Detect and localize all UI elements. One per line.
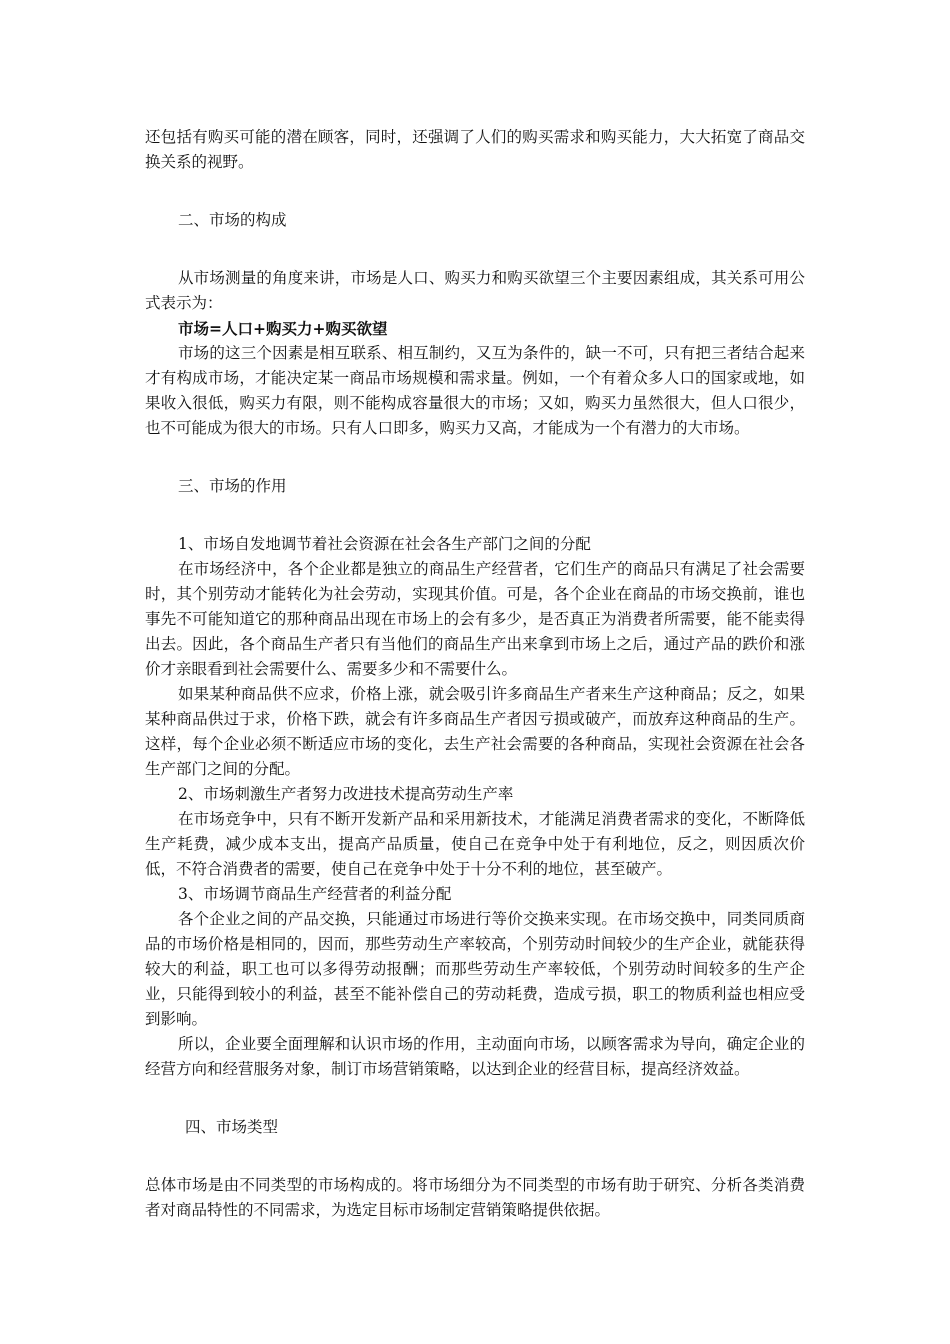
formula-market: 市场=人口+购买力+购买欲望 [178,319,388,338]
section-heading-types: 四、市场类型 [185,1118,279,1136]
paragraph-function-2: 在市场竞争中，只有不断开发新产品和采用新技术，才能满足消费者需求的变化，不断降低生产耗费，减少成本支出，提高产品质量，使自己在竞争中处于有利地位，反之，则因质次价低，不符合消费者的需要，使自己在竞争中处于十分不利的地位，甚至破产。 [145,810,805,878]
paragraph-conclusion: 所以，企业要全面理解和认识市场的作用，主动面向市场，以顾客需求为导向，确定企业的经营方向和经营服务对象，制订市场营销策略，以达到企业的经营目标，提高经济效益。 [145,1035,805,1078]
document-page [145,125,805,1223]
paragraph-types-body: 总体市场是由不同类型的市场构成的。将市场细分为不同类型的市场有助于研究、分析各类消费者对商品特性的不同需求，为选定目标市场制定营销策略提供依据。 [145,1176,805,1219]
subheading-function-1: 1、市场自发地调节着社会资源在社会各生产部门之间的分配 [178,535,591,553]
section-heading-composition: 二、市场的构成 [178,211,287,229]
subheading-function-2: 2、市场刺激生产者努力改进技术提高劳动生产率 [178,785,514,803]
subheading-function-3: 3、市场调节商品生产经营者的利益分配 [178,885,452,903]
section-heading-functions: 三、市场的作用 [178,477,287,495]
paragraph-function-1b: 如果某种商品供不应求，价格上涨，就会吸引许多商品生产者来生产这种商品；反之，如果某种商品供过于求，价格下跌，就会有许多商品生产者因亏损或破产，而放弃这种商品的生产。这样，每个企业必须不断适应市场的变化，去生产社会需要的各种商品，实现社会资源在社会各生产部门之间的分配。 [145,685,805,778]
paragraph-function-1a: 在市场经济中，各个企业都是独立的商品生产经营者，它们生产的商品只有满足了社会需要时，其个别劳动才能转化为社会劳动，实现其价值。可是，各个企业在商品的市场交换前，谁也事先不可能知道它的那种商品出现在市场上的会有多少，是否真正为消费者所需要，能不能卖得出去。因此，各个商品生产者只有当他们的商品生产出来拿到市场上之后，通过产品的跌价和涨价才亲眼看到社会需要什么、需要多少和不需要什么。 [145,560,805,678]
paragraph-continued: 还包括有购买可能的潜在顾客，同时，还强调了人们的购买需求和购买能力，大大拓宽了商品交换关系的视野。 [145,128,805,171]
paragraph-function-3: 各个企业之间的产品交换，只能通过市场进行等价交换来实现。在市场交换中，同类同质商品的市场价格是相同的，因而，那些劳动生产率较高，个别劳动时间较少的生产企业，就能获得较大的利益，职工也可以多得劳动报酬；而那些劳动生产率较低，个别劳动时间较多的生产企业，只能得到较小的利益，甚至不能补偿自己的劳动耗费，造成亏损，职工的物质利益也相应受到影响。 [145,910,805,1028]
paragraph-composition-body: 市场的这三个因素是相互联系、相互制约，又互为条件的，缺一不可，只有把三者结合起来才有构成市场，才能决定某一商品市场规模和需求量。例如，一个有着众多人口的国家或地，如果收入很低，购买力有限，则不能构成容量很大的市场；又如，购买力虽然很大，但人口很少，也不可能成为很大的市场。只有人口即多，购买力又高，才能成为一个有潜力的大市场。 [145,344,805,437]
paragraph-composition-intro: 从市场测量的角度来讲，市场是人口、购买力和购买欲望三个主要因素组成，其关系可用公式表示为： [145,269,805,312]
